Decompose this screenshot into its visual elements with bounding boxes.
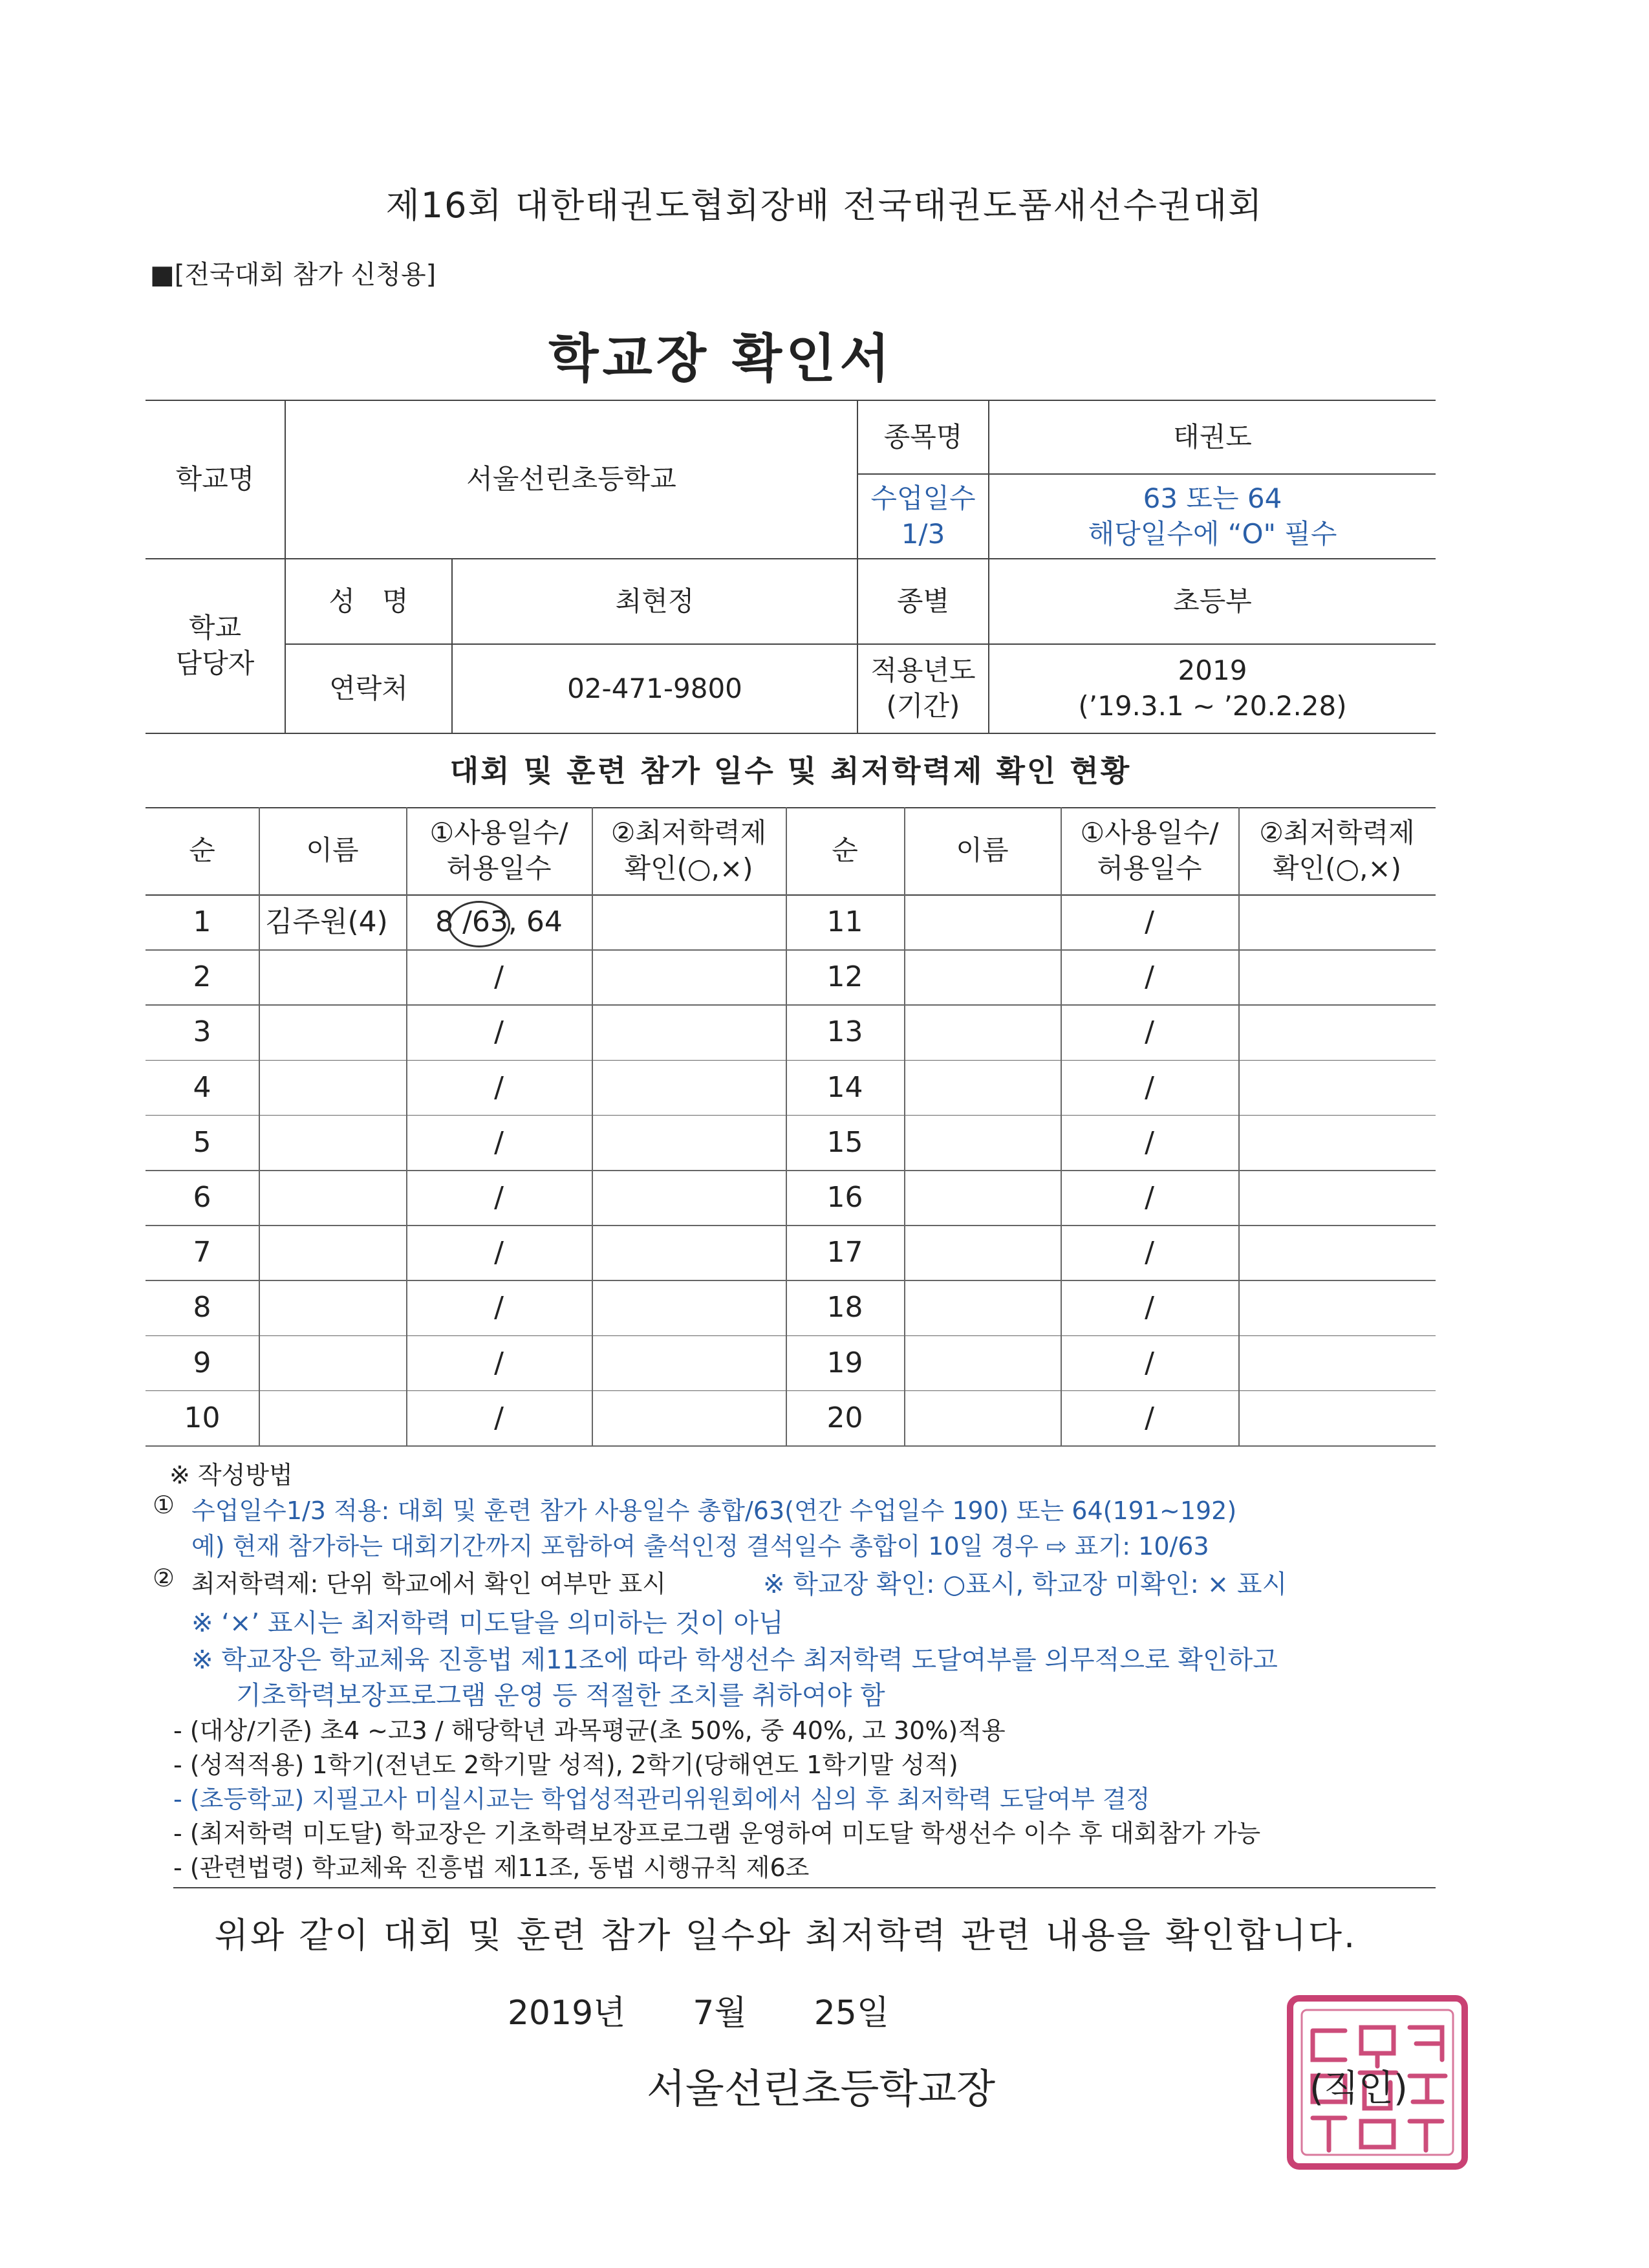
document-title: 학교장 확인서 xyxy=(548,329,894,389)
division-label: 종별 xyxy=(896,585,950,617)
year-value xyxy=(989,645,1436,733)
table-cell-days: / xyxy=(494,1346,504,1379)
table-cell-name xyxy=(904,1115,1061,1170)
table-cell-no: 17 xyxy=(826,1236,863,1269)
table-cell-name xyxy=(904,1390,1061,1445)
detail-unmet: - (최저학력 미도달) 학교장은 기초학력보장프로그램 운영하여 미도달 학생선수 이수 후 대회참가 가능 xyxy=(173,1819,1261,1848)
detail-law: - (관련법령) 학교체육 진흥법 제11조, 동법 시행규칙 제6조 xyxy=(173,1853,810,1882)
table-cell-no: 9 xyxy=(193,1346,211,1379)
table-cell-name xyxy=(904,1280,1061,1335)
header-text: 허용일수 xyxy=(446,852,552,884)
table-cell-check xyxy=(592,1390,786,1445)
header-text: ②최저학력제 xyxy=(610,816,767,848)
year-label-line1: 적용년도 xyxy=(870,654,976,687)
notes-divider xyxy=(173,1887,1436,1888)
table-cell-days: / xyxy=(494,1015,504,1049)
table-cell-days: / xyxy=(1145,1291,1154,1324)
table-cell-days: / xyxy=(1145,1015,1154,1049)
header-text: 순 xyxy=(189,834,215,867)
table-cell-name: 김주원(4) xyxy=(265,905,388,938)
table-cell-name xyxy=(259,949,406,1004)
note-1-marker: ① xyxy=(153,1491,175,1519)
table-cell-check xyxy=(592,1170,786,1225)
note-1-line1: 수업일수1/3 적용: 대회 및 훈련 참가 사용일수 총합/63(연간 수업일수 190) 또는 64(191~192) xyxy=(191,1496,1237,1525)
note-4-line2: 기초학력보장프로그램 운영 등 적절한 조치를 취하여야 함 xyxy=(236,1681,885,1711)
table-cell-no: 5 xyxy=(193,1125,211,1159)
table-cell-days: / xyxy=(494,1181,504,1214)
table-cell-name xyxy=(904,1060,1061,1115)
table-cell-no: 16 xyxy=(826,1181,863,1214)
header-col-name xyxy=(259,807,406,894)
competition-title: 제16회 대한태권도협회장배 전국태권도품새선수권대회 xyxy=(385,185,1264,226)
table-cell-days: / xyxy=(1145,1401,1154,1434)
header-col-days xyxy=(406,807,592,894)
table-cell-no: 6 xyxy=(193,1181,211,1214)
table-cell-check xyxy=(1238,1390,1436,1445)
detail-grades: - (성적적용) 1학기(전년도 2학기말 성적), 2학기(당해연도 1학기말 성적) xyxy=(173,1751,958,1779)
table-cell-days: / xyxy=(1145,1181,1154,1214)
table-cell-no: 19 xyxy=(826,1346,863,1379)
class-days-label-line1: 수업일수 xyxy=(870,482,976,514)
table-cell-days: / xyxy=(494,960,504,994)
note-2-principal-check: ※ 학교장 확인: ○표시, 학교장 미확인: × 표시 xyxy=(763,1570,1288,1599)
table-cell-check xyxy=(592,1060,786,1115)
class-days-label-line2: 1/3 xyxy=(901,517,945,550)
table-cell-name xyxy=(904,1335,1061,1390)
table-cell-no: 10 xyxy=(184,1401,221,1434)
table-cell-name xyxy=(259,1170,406,1225)
seal-label: (직인) xyxy=(1310,2068,1408,2110)
note-2-marker: ② xyxy=(153,1564,175,1592)
header-text: 순 xyxy=(832,834,858,867)
form-type-label: ■[전국대회 참가 신청용] xyxy=(150,260,436,290)
table-cell-check xyxy=(592,894,786,949)
year-label xyxy=(858,645,988,733)
header-col-check xyxy=(1238,807,1436,894)
header-col-name xyxy=(904,807,1061,894)
header-col-no xyxy=(146,807,259,894)
header-col-no xyxy=(786,807,904,894)
table-cell-name xyxy=(259,1004,406,1059)
year-value-line2: (’19.3.1 ~ ’20.2.28) xyxy=(1078,690,1347,722)
table-cell-check xyxy=(1238,1115,1436,1170)
note-2-text: 최저학력제: 단위 학교에서 확인 여부만 표시 xyxy=(191,1570,666,1598)
header-col-check xyxy=(592,807,786,894)
school-name-value: 서울선린초등학교 xyxy=(466,463,676,495)
table-cell-check xyxy=(1238,949,1436,1004)
header-text: 이름 xyxy=(956,834,1009,867)
table-cell-no: 15 xyxy=(826,1125,863,1159)
header-text: ②최저학력제 xyxy=(1259,816,1415,848)
table-cell-days: 8 /63, 64 xyxy=(435,905,563,938)
signer-name: 서울선린초등학교장 xyxy=(647,2065,996,2112)
table-cell-check xyxy=(592,1335,786,1390)
detail-target: - (대상/기준) 초4 ~고3 / 해당학년 과목평균(초 50%, 중 40%, 고 30%)적용 xyxy=(173,1716,1006,1745)
class-days-value-line2: 해당일수에 “O" 필수 xyxy=(1088,517,1337,550)
table-cell-no: 18 xyxy=(826,1291,863,1324)
school-name-label: 학교명 xyxy=(175,463,255,495)
table-cell-name xyxy=(259,1335,406,1390)
table-cell-name xyxy=(259,1390,406,1445)
section-title: 대회 및 훈련 참가 일수 및 최저학력제 확인 현황 xyxy=(449,753,1132,788)
table-cell-name xyxy=(904,1170,1061,1225)
note-1-line2: 예) 현재 참가하는 대회기간까지 포함하여 출석인정 결석일수 총합이 10일 경우 ⇨ 표기: 10/63 xyxy=(191,1532,1209,1561)
table-cell-check xyxy=(1238,1335,1436,1390)
detail-elementary: - (초등학교) 지필고사 미실시교는 학업성적관리위원회에서 심의 후 최저학력 도달여부 결정 xyxy=(173,1785,1150,1813)
confirmation-statement: 위와 같이 대회 및 훈련 참가 일수와 최저학력 관련 내용을 확인합니다. xyxy=(214,1915,1357,1956)
table-cell-name xyxy=(904,1004,1061,1059)
header-text: 확인(○,×) xyxy=(624,852,753,884)
table-cell-days: / xyxy=(494,1070,504,1104)
table-cell-days: / xyxy=(494,1291,504,1324)
staff-name-value: 최현정 xyxy=(615,585,695,617)
table-cell-check xyxy=(1238,894,1436,949)
table-cell-name xyxy=(259,1115,406,1170)
class-days-value xyxy=(989,475,1436,558)
year-value-line1: 2019 xyxy=(1178,654,1247,687)
table-cell-check xyxy=(592,1115,786,1170)
division-value: 초등부 xyxy=(1173,585,1252,617)
table-cell-no: 7 xyxy=(193,1236,211,1269)
header-text: 확인(○,×) xyxy=(1272,852,1402,884)
table-cell-no: 2 xyxy=(193,960,211,994)
table-cell-days: / xyxy=(494,1125,504,1159)
table-cell-check xyxy=(592,1280,786,1335)
table-cell-check xyxy=(592,1225,786,1280)
table-cell-no: 14 xyxy=(826,1070,863,1104)
table-cell-no: 4 xyxy=(193,1070,211,1104)
header-text: ①사용일수/ xyxy=(429,816,568,848)
table-cell-check xyxy=(1238,1170,1436,1225)
note-3: ※ ‘×’ 표시는 최저학력 미도달을 의미하는 것이 아님 xyxy=(191,1608,784,1638)
table-cell-days: / xyxy=(1145,1236,1154,1269)
header-text: 이름 xyxy=(306,834,359,867)
table-cell-check xyxy=(1238,1225,1436,1280)
class-days-label xyxy=(858,475,988,558)
contact-label: 연락처 xyxy=(329,672,408,704)
table-cell-name xyxy=(904,1225,1061,1280)
table-cell-no: 11 xyxy=(826,905,863,938)
staff-label-line1: 학교 xyxy=(188,612,242,644)
table-cell-days: / xyxy=(1145,1125,1154,1159)
staff-label-line2: 담당자 xyxy=(175,647,255,679)
header-text: 허용일수 xyxy=(1097,852,1202,884)
header-text: ①사용일수/ xyxy=(1080,816,1219,848)
table-cell-name xyxy=(904,894,1061,949)
event-label: 종목명 xyxy=(883,420,963,453)
table-cell-no: 8 xyxy=(193,1291,211,1324)
table-cell-no: 13 xyxy=(826,1015,863,1049)
row-divider xyxy=(146,1445,1436,1447)
table-cell-name xyxy=(259,1280,406,1335)
note-4-line1: ※ 학교장은 학교체육 진흥법 제11조에 따라 학생선수 최저학력 도달여부를 의무적으로 확인하고 xyxy=(191,1645,1278,1675)
table-cell-name xyxy=(259,1060,406,1115)
table-cell-days: / xyxy=(1145,905,1154,938)
signature-date: 2019년 7월 25일 xyxy=(507,1994,890,2033)
table-cell-no: 3 xyxy=(193,1015,211,1049)
table-cell-days: / xyxy=(494,1236,504,1269)
notes-heading: ※ 작성방법 xyxy=(169,1461,293,1489)
staff-label xyxy=(146,559,285,733)
event-value: 태권도 xyxy=(1173,420,1252,453)
table-cell-check xyxy=(1238,1280,1436,1335)
table-cell-no: 20 xyxy=(826,1401,863,1434)
table-cell-check xyxy=(1238,1060,1436,1115)
handwritten-circle-mark xyxy=(448,901,510,947)
table-cell-days: / xyxy=(1145,1346,1154,1379)
table-cell-days: / xyxy=(1145,960,1154,994)
table-cell-check xyxy=(592,1004,786,1059)
class-days-value-line1: 63 또는 64 xyxy=(1143,482,1282,514)
staff-name-label: 성 명 xyxy=(329,585,409,617)
table-cell-check xyxy=(1238,1004,1436,1059)
header-col-days xyxy=(1061,807,1238,894)
contact-value: 02-471-9800 xyxy=(567,672,742,704)
table-cell-days: / xyxy=(1145,1070,1154,1104)
table-cell-check xyxy=(592,949,786,1004)
year-label-line2: (기간) xyxy=(886,690,960,722)
table-cell-no: 12 xyxy=(826,960,863,994)
table-cell-days: / xyxy=(494,1401,504,1434)
table-cell-no: 1 xyxy=(193,905,211,938)
table-cell-name xyxy=(904,949,1061,1004)
table-cell-name xyxy=(259,1225,406,1280)
